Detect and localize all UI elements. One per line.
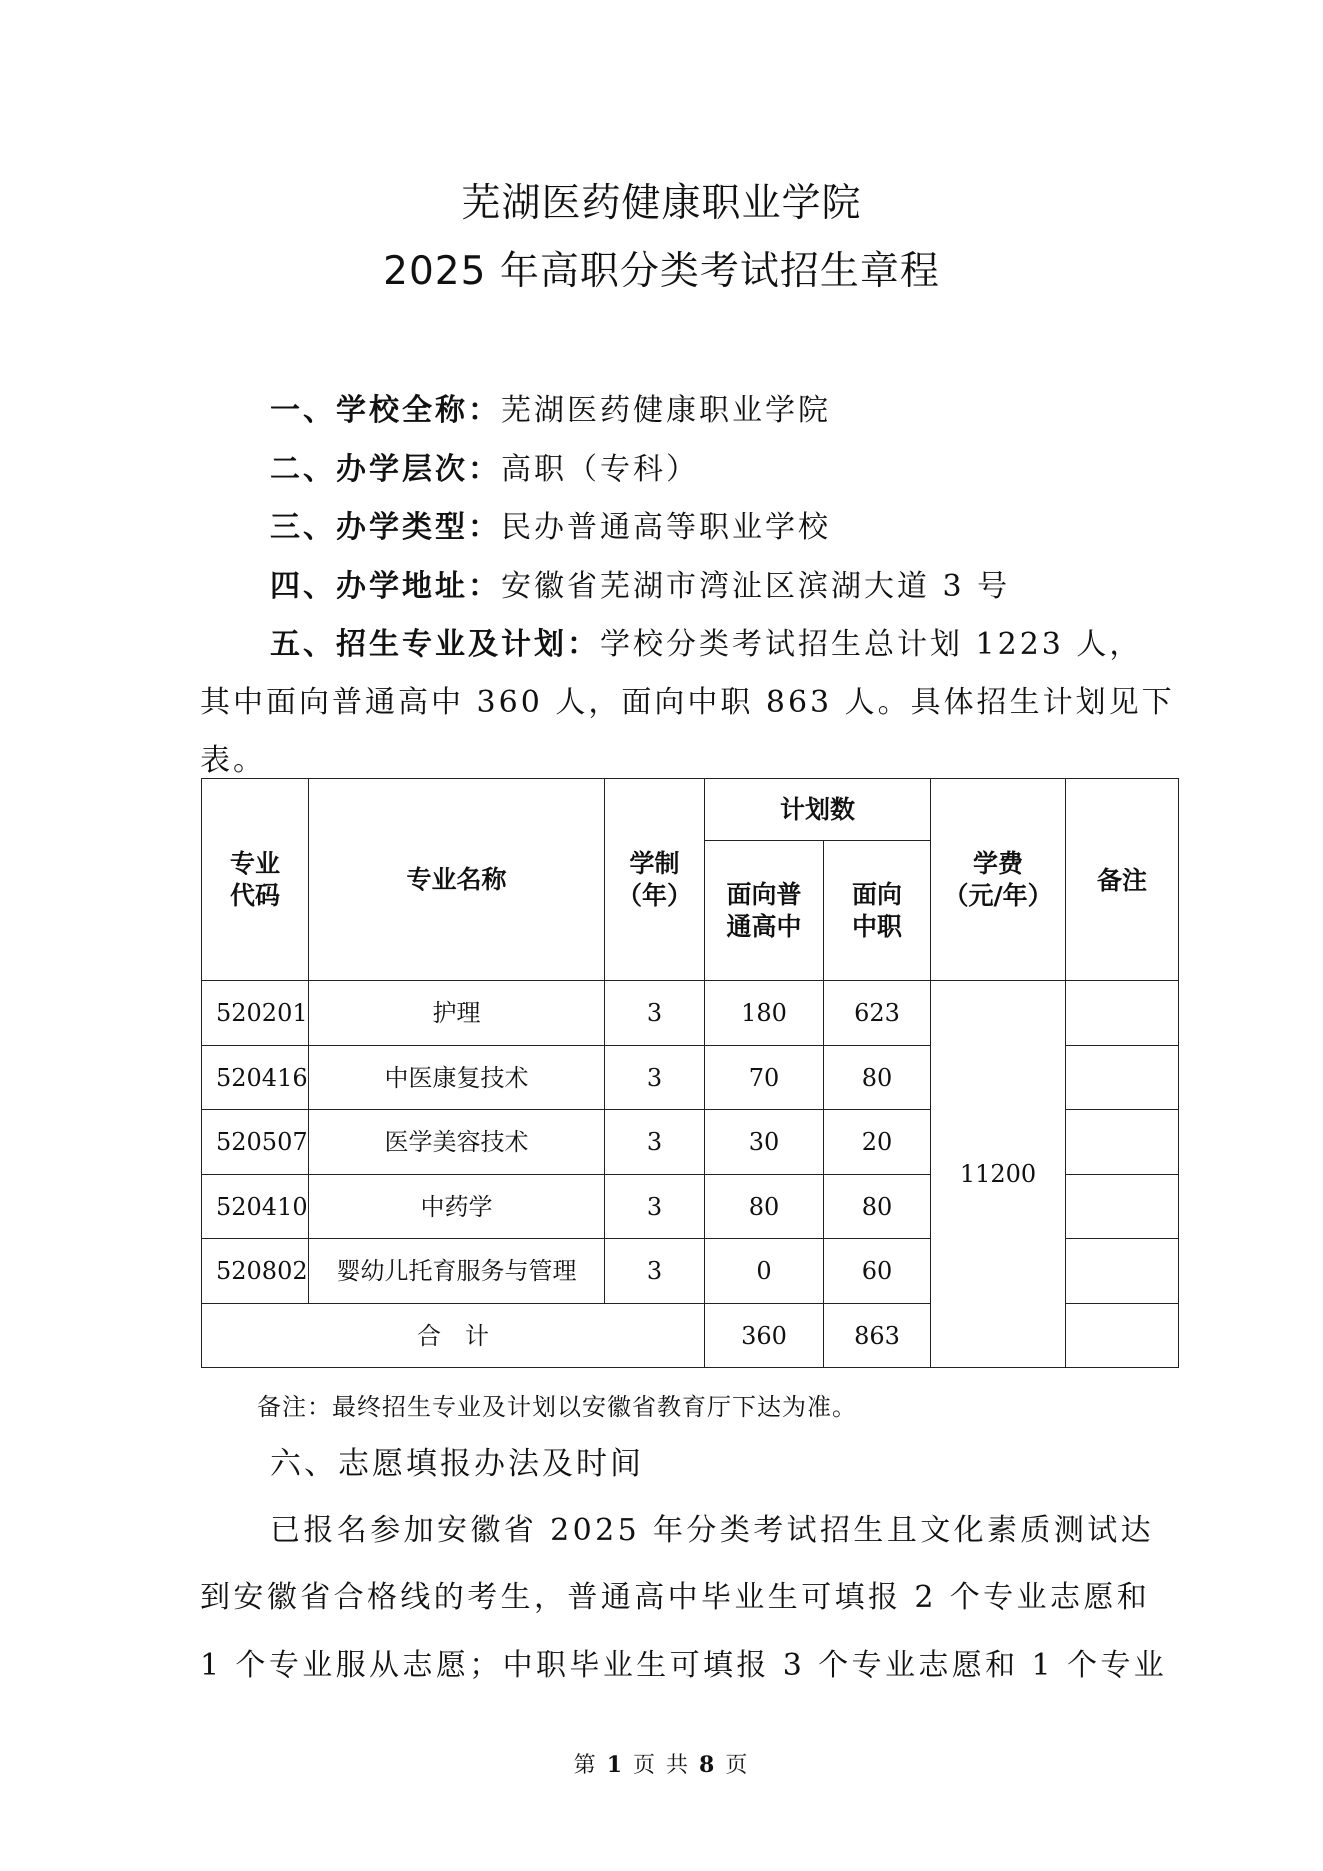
cell-high: 180 [705,981,824,1046]
cell-name: 中药学 [309,1175,605,1239]
item-school-level [270,444,699,488]
cell-vocational: 80 [824,1046,931,1110]
enrollment-plan-continued-end: 表。 [200,743,266,778]
enrollment-plan-continued: 其中面向普通高中 360 人，面向中职 863 人。具体招生计划见下 [200,685,1175,720]
table-row [202,981,1179,1046]
cell-code: 520201 [202,981,309,1046]
section-6-line-1: 已报名参加安徽省 2025 年分类考试招生且文化素质测试达 [270,1513,1155,1548]
total-page-number: 8 [699,1752,717,1778]
header-name: 专业名称 [309,779,605,981]
item-label: 五、招生专业及计划： [270,627,600,662]
cell-code: 520416 [202,1046,309,1110]
item-label: 四、办学地址： [270,569,501,604]
document-title-line1: 芜湖医药健康职业学院 [461,181,862,226]
item-label: 二、办学层次： [270,452,501,487]
cell-remark [1066,1239,1179,1304]
header-plan: 计划数 [705,779,931,841]
item-value: 芜湖医药健康职业学院 [501,393,831,428]
item-enrollment-plan [270,619,1142,663]
cell-total-vocational: 863 [824,1304,931,1368]
cell-remark [1066,1046,1179,1110]
item-label: 一、学校全称： [270,393,501,428]
section-6-title: 六、志愿填报办法及时间 [270,1446,644,1482]
page-footer: 第 1 页 共 8 页 [573,1752,750,1778]
cell-code: 520410 [202,1175,309,1239]
cell-name: 护理 [309,981,605,1046]
cell-duration: 3 [605,1046,705,1110]
cell-duration: 3 [605,981,705,1046]
cell-duration: 3 [605,1239,705,1304]
section-6-line-2: 到安徽省合格线的考生，普通高中毕业生可填报 2 个专业志愿和 [200,1580,1151,1615]
cell-remark [1066,1175,1179,1239]
item-school-name [270,385,831,429]
cell-vocational: 60 [824,1239,931,1304]
header-plan-high: 面向普 通高中 [705,841,824,981]
cell-remark [1066,981,1179,1046]
header-remark: 备注 [1066,779,1179,981]
header-code: 专业 代码 [202,779,309,981]
cell-total-high: 360 [705,1304,824,1368]
cell-total-label: 合 计 [202,1304,705,1368]
cell-name: 中医康复技术 [309,1046,605,1110]
cell-high: 30 [705,1110,824,1175]
cell-code: 520802 [202,1239,309,1304]
cell-remark [1066,1110,1179,1175]
document-title-line2: 2025 年高职分类考试招生章程 [383,249,940,294]
cell-duration: 3 [605,1175,705,1239]
cell-code: 520507 [202,1110,309,1175]
cell-vocational: 623 [824,981,931,1046]
cell-vocational: 20 [824,1110,931,1175]
cell-fee: 11200 [931,981,1066,1368]
section-6-line-3: 1 个专业服从志愿；中职毕业生可填报 3 个专业志愿和 1 个专业 [200,1648,1168,1683]
enrollment-plan-table [201,778,1179,1368]
cell-name: 医学美容技术 [309,1110,605,1175]
cell-vocational: 80 [824,1175,931,1239]
table-note: 备注：最终招生专业及计划以安徽省教育厅下达为准。 [257,1393,857,1421]
item-value: 学校分类考试招生总计划 1223 人， [600,627,1143,662]
cell-high: 80 [705,1175,824,1239]
item-value: 民办普通高等职业学校 [501,510,831,545]
header-plan-vocational: 面向 中职 [824,841,931,981]
cell-name: 婴幼儿托育服务与管理 [309,1239,605,1304]
cell-high: 70 [705,1046,824,1110]
item-school-address [270,561,1010,605]
item-value: 高职（专科） [501,452,699,487]
header-duration: 学制 （年） [605,779,705,981]
item-value: 安徽省芜湖市湾沚区滨湖大道 3 号 [501,569,1011,604]
header-fee: 学费 （元/年） [931,779,1066,981]
item-label: 三、办学类型： [270,510,501,545]
cell-high: 0 [705,1239,824,1304]
item-school-type [270,502,831,546]
cell-remark [1066,1304,1179,1368]
cell-duration: 3 [605,1110,705,1175]
current-page-number: 1 [606,1752,624,1778]
